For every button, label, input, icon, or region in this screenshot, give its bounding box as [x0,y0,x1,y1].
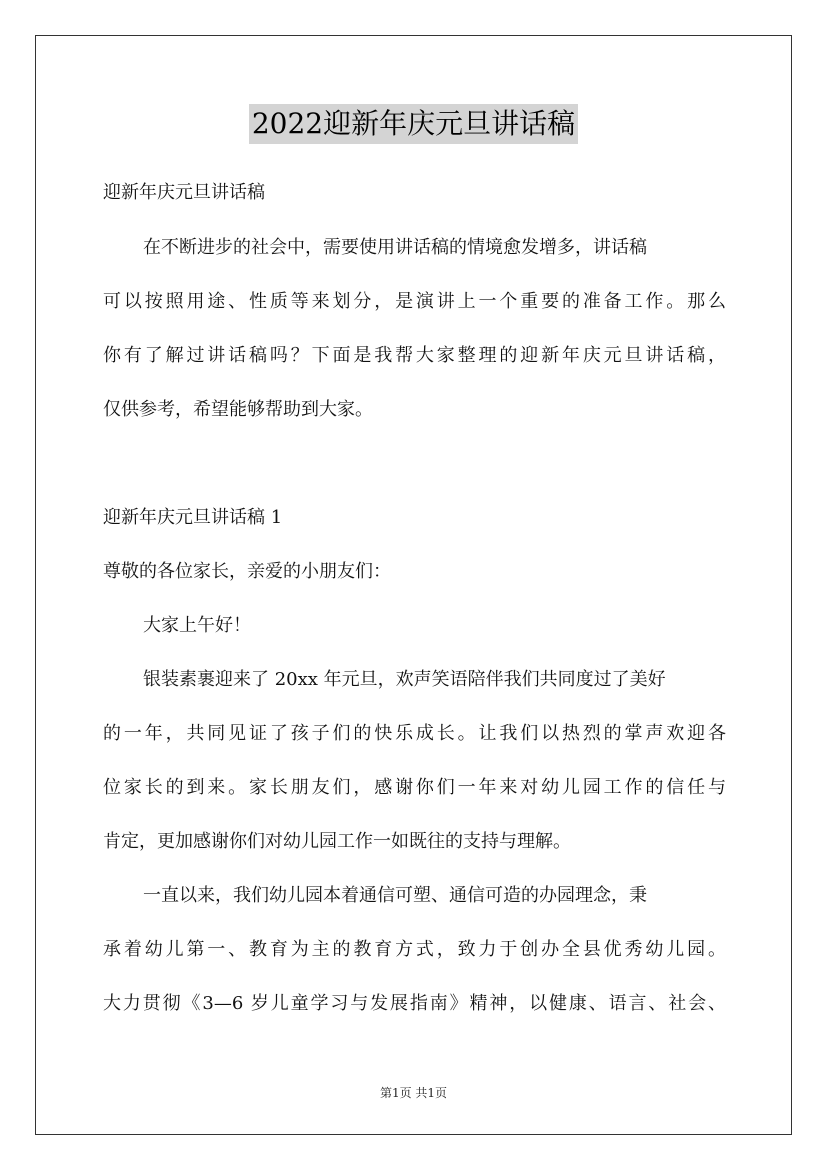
subtitle: 迎新年庆元旦讲话稿 [103,182,265,203]
paragraph-line: 的一年，共同见证了孩子们的快乐成长。让我们以热烈的掌声欢迎各 [103,723,726,744]
greeting: 大家上午好！ [143,615,251,636]
intro-line: 你有了解过讲话稿吗？下面是我帮大家整理的迎新年庆元旦讲话稿， [103,345,726,366]
document-title [0,104,827,144]
intro-line: 可以按照用途、性质等来划分，是演讲上一个重要的准备工作。那么 [103,291,726,312]
paragraph-line: 大力贯彻《3—6 岁儿童学习与发展指南》精神，以健康、语言、社会、 [103,993,726,1014]
page-footer: 第1页 共1页 [379,1086,448,1100]
intro-line: 在不断进步的社会中，需要使用讲话稿的情境愈发增多，讲话稿 [143,237,647,258]
intro-line: 仅供参考，希望能够帮助到大家。 [103,399,373,420]
section-heading: 迎新年庆元旦讲话稿 1 [103,507,283,528]
title-text: 2022迎新年庆元旦讲话稿 [249,104,578,144]
paragraph-line: 位家长的到来。家长朋友们，感谢你们一年来对幼儿园工作的信任与 [103,777,726,798]
salutation: 尊敬的各位家长，亲爱的小朋友们： [103,561,391,582]
paragraph-line: 一直以来，我们幼儿园本着通信可塑、通信可造的办园理念，秉 [143,885,647,906]
paragraph-line: 承着幼儿第一、教育为主的教育方式，致力于创办全县优秀幼儿园。 [103,939,726,960]
paragraph-line: 肯定，更加感谢你们对幼儿园工作一如既往的支持与理解。 [103,831,571,852]
paragraph-line: 银装素裹迎来了 20xx 年元旦，欢声笑语陪伴我们共同度过了美好 [143,669,666,690]
